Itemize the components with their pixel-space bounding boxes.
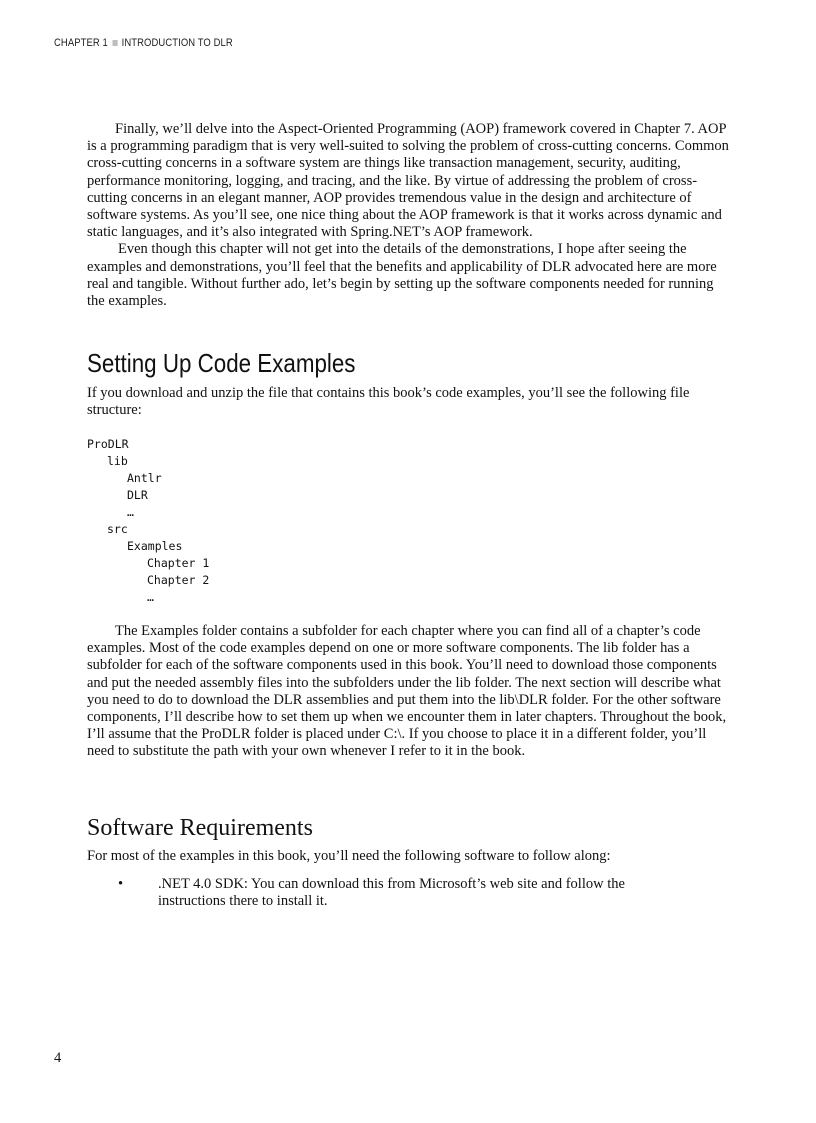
intro-paragraph-1: Finally, we’ll delve into the Aspect-Oriented Programming (AOP) framework covered in Chapter 7. AOP is a programming paradigm that is very well-suited to solving the problem of cross-cutting concerns. Common cross-cutting concerns in a software system are things like transaction management, security, auditing, performance monitoring, logging, and tracing, and the like. By virtue of addressing the problem of cross-cutting concerns in an elegant manner, AOP provides tremendous value in the design and architecture of software systems. As you’ll see, one nice thing about the AOP framework is that it works across dynamic and static languages, and it’s also integrated with Spring.NET’s AOP framework. [87, 121, 729, 241]
bullet-icon: • [118, 876, 124, 892]
setup-intro-block [87, 385, 732, 419]
running-head-separator [112, 40, 117, 46]
intro-section [87, 121, 732, 310]
requirements-heading: Software Requirements [87, 815, 313, 841]
running-head-chapter: CHAPTER 1 [54, 37, 108, 49]
running-head-title: INTRODUCTION TO DLR [121, 37, 233, 49]
intro-paragraph-2: Even though this chapter will not get into the details of the demonstrations, I hope after seeing the examples and demonstrations, you’ll feel that the benefits and applicability of DLR advocated here are more real and tangible. Without further ado, let’s begin by setting up the software components needed for running the examples. [87, 241, 717, 310]
requirements-list-item-text: .NET 4.0 SDK: You can download this from Microsoft’s web site and follow the instructions there to install it. [158, 876, 625, 910]
tree-item-chapter-2: Chapter 2 [147, 573, 210, 587]
requirements-intro-paragraph: For most of the examples in this book, you’ll need the following software to follow along: [87, 848, 611, 864]
tree-item-lib: lib [107, 454, 128, 468]
file-structure-listing [87, 436, 209, 606]
page-number: 4 [54, 1050, 62, 1066]
requirements-intro-block [87, 848, 732, 865]
running-head [54, 37, 233, 49]
setup-heading: Setting Up Code Examples [87, 348, 356, 378]
tree-item-examples-ellipsis: … [147, 590, 154, 604]
tree-item-antlr: Antlr [127, 471, 162, 485]
tree-item-examples: Examples [127, 539, 183, 553]
setup-intro-paragraph: If you download and unzip the file that contains this book’s code examples, you’ll see the following file structure: [87, 385, 690, 419]
setup-paragraph: The Examples folder contains a subfolder for each chapter where you can find all of a chapter’s code examples. Most of the code examples depend on one or more software components. The lib folder has a subfolder for each of the software components used in this book. You’ll need to download those components and put the needed assembly files into the subfolders under the lib folder. The next section will describe what you need to do to download the DLR assemblies and put them into the lib\DLR folder. For the other software components, I’ll describe how to set them up when we encounter them in later chapters. Throughout the book, I’ll assume that the ProDLR folder is placed under C:\. If you choose to place it in a different folder, you’ll need to substitute the path with your own whenever I refer to it in the book. [87, 623, 727, 760]
tree-item-chapter-1: Chapter 1 [147, 556, 210, 570]
tree-item-prodlr: ProDLR [87, 437, 129, 451]
tree-item-dlr: DLR [127, 488, 148, 502]
setup-body-block [87, 623, 732, 761]
tree-item-lib-ellipsis: … [127, 505, 134, 519]
requirements-list-item [87, 876, 732, 910]
tree-item-src: src [107, 522, 128, 536]
